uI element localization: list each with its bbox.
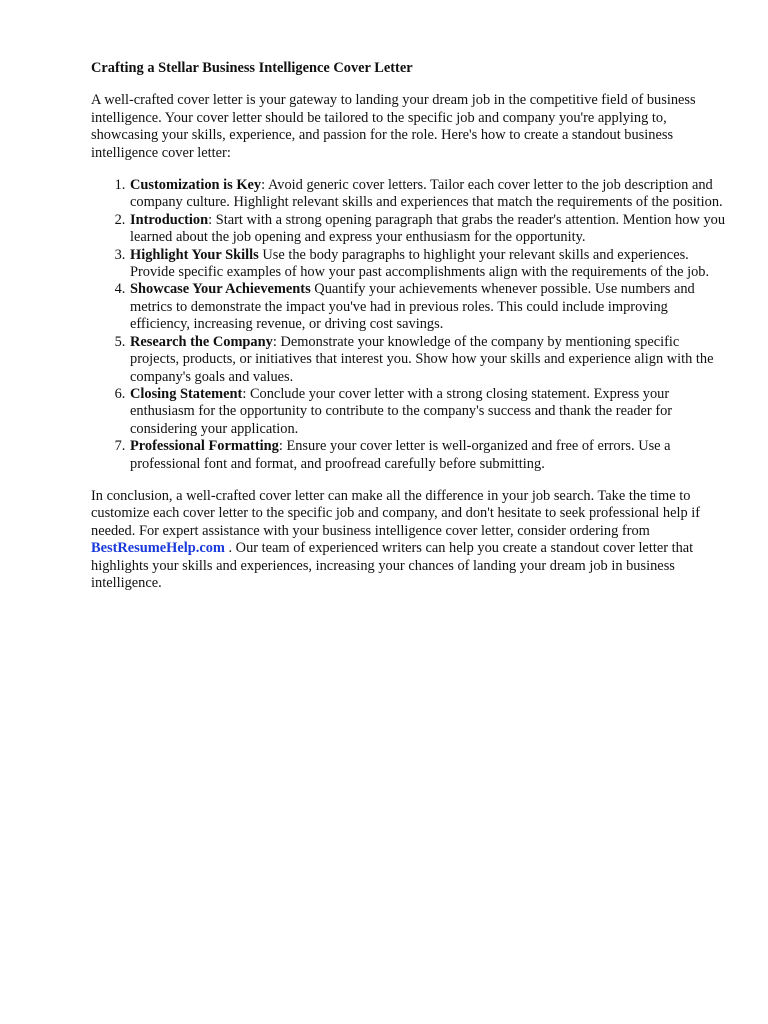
tip-separator: : — [208, 211, 216, 228]
list-item — [129, 438, 727, 473]
tip-heading: Introduction — [130, 211, 209, 228]
list-item — [129, 281, 727, 333]
tip-separator: : — [242, 385, 250, 402]
list-item — [129, 334, 727, 386]
tip-separator: : — [278, 438, 287, 455]
document-title: Crafting a Stellar Business Intelligence Cover Letter — [91, 60, 413, 76]
list-item — [129, 177, 727, 212]
tip-body: Conclude your cover letter with a strong closing statement. Express your enthusiasm for the opportunity to contribute to the company's success and thank the reader for considering your application. — [130, 385, 673, 437]
tip-body: Avoid generic cover letters. Tailor each cover letter to the job description and company culture. Highlight relevant skills and experiences that match the requirements of the position. — [130, 177, 723, 211]
list-item — [129, 386, 727, 438]
tip-heading: Customization is Key — [130, 177, 262, 194]
tip-heading: Research the Company — [130, 333, 273, 350]
list-item — [129, 247, 727, 282]
tip-body: Quantify your achievements whenever possible. Use numbers and metrics to demonstrate the impact you've had in previous roles. This could include improving efficiency, increasing revenue, or driving cost savings. — [130, 281, 695, 333]
tip-heading: Closing Statement — [130, 385, 243, 402]
intro-paragraph: A well-crafted cover letter is your gateway to landing your dream job in the competitive field of business intelligence. Your cover letter should be tailored to the specific job and company you're applying to, showcasing your skills, experience, and passion for the role. Here's how to create a standout business intelligence cover letter: — [91, 92, 696, 161]
tip-heading: Professional Formatting — [130, 438, 279, 455]
bestresumehelp-link[interactable]: BestResumeHelp.com — [91, 540, 225, 557]
tip-body: Demonstrate your knowledge of the company by mentioning specific projects, products, or initiatives that interest you. Show how your skills and experience align with the company's goals and values. — [130, 333, 714, 385]
conclusion-text-after: . Our team of experienced writers can help you create a standout cover letter that highlights your skills and experiences, increasing your chances of landing your dream job in business intelligence. — [91, 540, 694, 591]
conclusion-paragraph — [91, 488, 727, 592]
tip-body: Ensure your cover letter is well-organized and free of errors. Use a professional font and format, and proofread carefully before submitting. — [130, 438, 671, 472]
tip-separator: : — [261, 177, 268, 194]
tips-list — [91, 177, 727, 473]
tip-heading: Showcase Your Achievements — [130, 281, 311, 298]
tip-body: Start with a strong opening paragraph that grabs the reader's attention. Mention how you learned about the job opening and express your enthusiasm for the opportunity. — [130, 211, 726, 246]
tip-separator: : — [272, 333, 281, 350]
document-page — [91, 60, 727, 592]
conclusion-text-before: In conclusion, a well-crafted cover letter can make all the difference in your job search. Take the time to customize each cover letter to the specific job and company, and don't hesitate to seek professional help if needed. For expert assistance with your business intelligence cover letter, consider ordering from — [91, 487, 701, 539]
tip-body: Use the body paragraphs to highlight your relevant skills and experiences. Provide specific examples of how your past accomplishments align with the requirements of the job. — [130, 246, 710, 281]
tip-heading: Highlight Your Skills — [130, 246, 259, 263]
list-item — [129, 212, 727, 247]
